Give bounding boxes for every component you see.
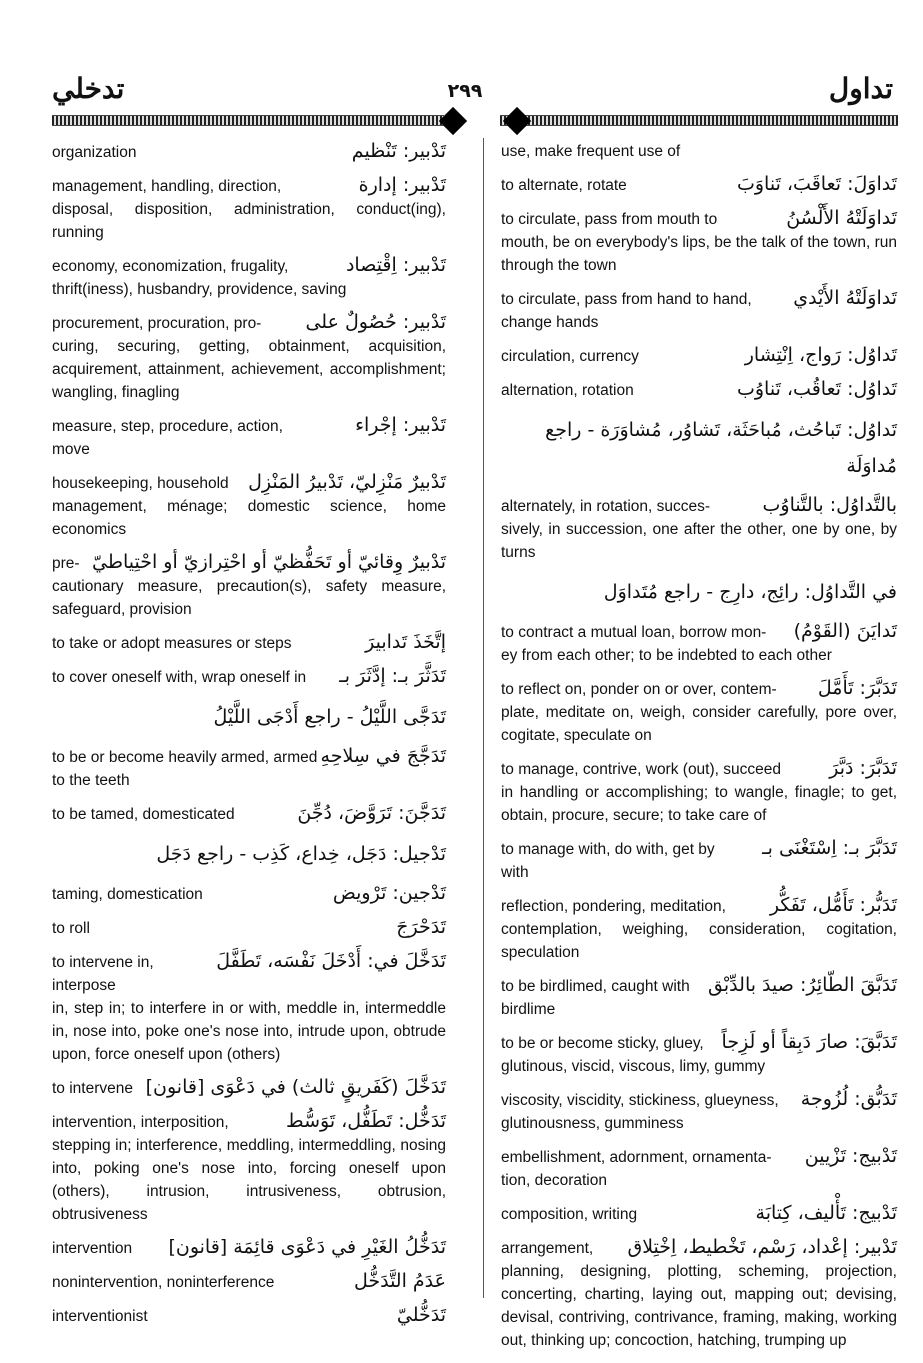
dictionary-entry	[52, 471, 446, 541]
english-definition-continued: contemplation, weighing, consideration, cogitation, speculation	[501, 921, 897, 961]
arabic-headword: عَدَمُ التَّدَخُّل	[353, 1270, 446, 1292]
english-definition: arrangement,	[501, 1240, 594, 1257]
arabic-headword: تَداوُل: تَعاقُب، تَناوُب	[737, 378, 897, 400]
dictionary-entry	[52, 950, 446, 1066]
english-definition-continued: thrift(iness), husbandry, providence, saving	[52, 281, 347, 298]
entry-first-line	[501, 344, 897, 368]
dictionary-entry	[501, 207, 897, 277]
entry-first-line	[52, 414, 446, 438]
entry-first-line	[501, 1031, 897, 1055]
entry-first-line	[501, 1145, 897, 1169]
english-definition: intervention, interposition,	[52, 1114, 229, 1131]
left-column	[52, 140, 446, 1338]
english-definition-continued: to the teeth	[52, 772, 130, 789]
arabic-headword: تَدْبير: حُصُولٌ على	[305, 311, 446, 333]
entry-first-line	[501, 173, 897, 197]
dictionary-entry	[501, 378, 897, 402]
english-definition: to cover oneself with, wrap oneself in	[52, 669, 307, 686]
dictionary-entry	[501, 1236, 897, 1352]
entry-first-line	[52, 254, 446, 278]
english-definition-continued: glutinous, viscid, viscous, limy, gummy	[501, 1058, 766, 1075]
english-definition-continued: sively, in succession, one after the other, one by one, by turns	[501, 521, 897, 561]
column-separator	[483, 138, 484, 1298]
english-definition: to circulate, pass from mouth to	[501, 211, 718, 228]
entry-first-line	[501, 620, 897, 644]
english-definition: to be birdlimed, caught with	[501, 978, 690, 995]
entry-first-line	[52, 882, 446, 906]
entry-first-line	[501, 494, 897, 518]
arabic-headword: تَدَخُّل: تَطَفُّل، تَوَسُّط	[286, 1110, 446, 1132]
english-definition-continued: stepping in; interference, meddling, intermeddling, nosing into, poking one's nose into, forcing oneself upon (others), intrusion, intrusiveness, obtrusion, obtrusiveness	[52, 1137, 446, 1223]
dictionary-entry	[52, 174, 446, 244]
english-definition-continued: with	[501, 864, 529, 881]
dictionary-entry	[52, 699, 446, 735]
entry-first-line	[52, 802, 446, 826]
english-definition: alternation, rotation	[501, 382, 634, 399]
dictionary-entry	[52, 140, 446, 164]
entry-first-line	[52, 311, 446, 335]
english-definition-continued: ey from each other; to be indebted to each other	[501, 647, 832, 664]
dictionary-entry	[52, 802, 446, 826]
english-definition: to take or adopt measures or steps	[52, 635, 292, 652]
entry-first-line	[52, 916, 446, 940]
entry-first-line	[501, 677, 897, 701]
dictionary-entry	[52, 551, 446, 621]
dictionary-entry	[501, 677, 897, 747]
entry-first-line	[52, 1076, 446, 1100]
arabic-headword: تَدايَنَ (القَوْمُ)	[793, 620, 897, 642]
english-definition: to intervene in, interpose	[52, 954, 154, 994]
entry-first-line	[52, 551, 446, 575]
english-definition-continued: glutinousness, gumminess	[501, 1115, 684, 1132]
english-definition: to manage, contrive, work (out), succeed	[501, 761, 781, 778]
english-definition-continued: cautionary measure, precaution(s), safety measure, safeguard, provision	[52, 578, 446, 618]
english-definition: interventionist	[52, 1308, 148, 1325]
arabic-cross-reference: تَدَجَّى اللَّيْلُ - راجع أَدْجَى اللَّيْلُ	[213, 706, 446, 728]
entry-first-line	[52, 1270, 446, 1294]
dictionary-entry	[52, 631, 446, 655]
english-definition: to be or become sticky, gluey,	[501, 1035, 704, 1052]
arabic-headword: تَدْبيرٌ وِقائيّ أو تَحَفُّظيّ أو احْتِرازيّ أو احْتِياطيّ	[92, 551, 446, 573]
arabic-headword: تَدْبيرٌ مَنْزِليّ، تَدْبيرُ المَنْزِل	[248, 471, 446, 493]
entry-first-line	[501, 757, 897, 781]
entry-first-line	[52, 174, 446, 198]
dictionary-entry	[501, 894, 897, 964]
arabic-headword: تَدَبُّر: تَأَمُّل، تَفَكُّر	[769, 894, 897, 916]
diamond-ornament	[439, 107, 467, 135]
entry-first-line	[52, 1304, 446, 1328]
arabic-headword: تَدْبير: إدارة	[358, 174, 446, 196]
english-definition-continued: in handling or accomplishing; to wangle, finagle; to get, obtain, procure, secure; to take care of	[501, 784, 897, 824]
arabic-headword: تَدَجَّنَ: تَرَوَّضَ، دُجِّنَ	[297, 802, 446, 824]
english-definition-continued: move	[52, 441, 90, 458]
english-definition-continued: tion, decoration	[501, 1172, 607, 1189]
entry-first-line	[52, 950, 446, 997]
dictionary-entry	[501, 494, 897, 564]
entry-first-line	[52, 631, 446, 655]
english-definition: management, handling, direction,	[52, 178, 282, 195]
english-definition: measure, step, procedure, action,	[52, 418, 283, 435]
dictionary-entry	[52, 311, 446, 404]
english-definition: to reflect on, ponder on or over, contem-	[501, 681, 777, 698]
dictionary-entry	[501, 412, 897, 484]
entry-first-line	[501, 1236, 897, 1260]
entry-first-line	[501, 1088, 897, 1112]
arabic-headword: تَدَبَّرَ: دَبَّرَ	[829, 757, 897, 779]
dictionary-entry	[52, 665, 446, 689]
dictionary-entry	[52, 916, 446, 940]
right-column	[501, 140, 897, 1362]
english-definition-continued: in, step in; to interfere in or with, meddle in, intermeddle in, nose into, poke one's nose into, intrude upon, obtrude upon, force oneself upon (others)	[52, 1000, 446, 1063]
arabic-headword: تَدْبير: إعْداد، رَسْم، تَخْطيط، اِخْتِلاق	[627, 1236, 897, 1258]
arabic-cross-reference: تَدْجيل: دَجَل، خِداع، كَذِب - راجع دَجَل	[156, 843, 446, 865]
arabic-headword: تَداوَلَتْهُ الأَلْسُنُ	[786, 207, 897, 229]
arabic-headword: تَدَبَّرَ بـ: اِسْتَغْنَى بـ	[762, 837, 897, 859]
english-definition: to alternate, rotate	[501, 177, 627, 194]
arabic-headword: تَدْبير: تَنْظيم	[351, 140, 446, 162]
entry-first-line	[501, 378, 897, 402]
arabic-headword: تَدَخَّلَ في: أَدْخَلَ نَفْسَه، تَطَفَّلَ	[216, 950, 446, 972]
english-definition: composition, writing	[501, 1206, 638, 1223]
arabic-headword: تَدَخَّلَ (كَفَريقٍ ثالث) في دَعْوَى [قانون]	[145, 1076, 446, 1098]
english-definition-continued: mouth, be on everybody's lips, be the talk of the town, run through the town	[501, 234, 897, 274]
english-definition: to manage with, do with, get by	[501, 841, 715, 858]
dictionary-entry	[52, 254, 446, 301]
english-definition: housekeeping, household	[52, 475, 229, 492]
dictionary-entry	[501, 1145, 897, 1192]
english-definition: reflection, pondering, meditation,	[501, 898, 726, 915]
english-definition-continued: birdlime	[501, 1001, 556, 1018]
english-definition: taming, domestication	[52, 886, 203, 903]
entry-first-line	[501, 837, 897, 861]
dictionary-entry	[52, 414, 446, 461]
arabic-headword: تَداوُل: رَواج، اِنْتِشار	[744, 344, 897, 366]
english-definition: nonintervention, noninterference	[52, 1274, 275, 1291]
arabic-headword: تَداوَلَ: تَعاقَبَ، تَناوَبَ	[737, 173, 897, 195]
english-definition: to contract a mutual loan, borrow mon-	[501, 624, 767, 641]
arabic-headword: تَدْبيج: تَزْيين	[804, 1145, 897, 1167]
dictionary-entry	[52, 836, 446, 872]
dictionary-entry	[52, 1270, 446, 1294]
english-definition-continued: disposal, disposition, administration, conduct(ing), running	[52, 201, 446, 241]
english-definition: pre-	[52, 555, 80, 572]
entry-first-line	[52, 1236, 446, 1260]
entry-first-line	[501, 894, 897, 918]
arabic-headword: تَدَحْرَجَ	[396, 916, 446, 938]
page-number: ٢٩٩	[447, 80, 483, 102]
english-definition-continued: plate, meditate on, weigh, consider carefully, pore over, cogitate, speculate on	[501, 704, 897, 744]
dictionary-entry	[501, 574, 897, 610]
dictionary-entry	[52, 745, 446, 792]
english-definition: use, make frequent use of	[501, 143, 681, 160]
header-rule-right	[500, 115, 898, 126]
arabic-headword: تَدْبير: إجْراء	[355, 414, 446, 436]
dictionary-entry	[52, 1304, 446, 1328]
arabic-headword: بالتَّداوُل: بالتَّناوُب	[762, 494, 897, 516]
arabic-headword: تَدَجَّجَ في سِلاحِهِ	[320, 745, 446, 767]
arabic-headword: تَدَثَّرَ بـ: إدَّثَرَ بـ	[339, 665, 446, 687]
entry-first-line	[501, 287, 897, 311]
entry-first-line	[52, 665, 446, 689]
dictionary-entry	[501, 1202, 897, 1226]
arabic-headword: تَدْبيج: تَأْليف، كِتابَة	[755, 1202, 897, 1224]
arabic-cross-reference: في التَّداوُل: رائِج، دارِج - راجع مُتَداوَل	[603, 581, 897, 603]
dictionary-entry	[501, 287, 897, 334]
entry-first-line	[52, 1110, 446, 1134]
english-definition: to circulate, pass from hand to hand,	[501, 291, 752, 308]
dictionary-entry	[501, 1031, 897, 1078]
english-definition-continued: curing, securing, getting, obtainment, acquisition, acquirement, attainment, achievement, accomplishment; wangling, finagling	[52, 338, 446, 401]
dictionary-entry	[501, 140, 897, 163]
header-rule-left	[52, 115, 444, 126]
arabic-headword: تَداوَلَتْهُ الأَيْدي	[793, 287, 897, 309]
dictionary-entry	[501, 173, 897, 197]
dictionary-entry	[52, 882, 446, 906]
entry-first-line	[501, 207, 897, 231]
dictionary-entry	[52, 1076, 446, 1100]
entry-first-line	[52, 471, 446, 495]
english-definition: procurement, procuration, pro-	[52, 315, 262, 332]
english-definition: viscosity, viscidity, stickiness, glueyness,	[501, 1092, 779, 1109]
dictionary-entry	[501, 837, 897, 884]
english-definition: economy, economization, frugality,	[52, 258, 289, 275]
english-definition: to be or become heavily armed, armed	[52, 749, 318, 766]
arabic-cross-reference: تَداوُل: تَباحُث، مُباحَثَة، تَشاوُر، مُشاوَرَة - راجع مُداوَلَة	[545, 419, 897, 477]
arabic-headword: إتَّخَذَ تَدابيرَ	[365, 631, 446, 653]
dictionary-entry	[501, 757, 897, 827]
arabic-headword: تَدَخُّلُ الغَيْرِ في دَعْوَى قائِمَة [قانون]	[168, 1236, 446, 1258]
arabic-headword: تَدَبَّقَ الطّائِرُ: صيدَ بالدِّبْق	[708, 974, 897, 996]
english-definition: intervention	[52, 1240, 133, 1257]
arabic-headword: تَدْجين: تَرْويض	[332, 882, 446, 904]
dictionary-entry	[501, 344, 897, 368]
english-definition: organization	[52, 144, 137, 161]
english-definition: alternately, in rotation, succes-	[501, 498, 711, 515]
dictionary-entry	[501, 620, 897, 667]
english-definition: embellishment, adornment, ornamenta-	[501, 1149, 772, 1166]
entry-first-line	[52, 745, 446, 769]
english-definition: to roll	[52, 920, 90, 937]
english-definition-continued: change hands	[501, 314, 599, 331]
entry-first-line	[501, 974, 897, 998]
english-definition-continued: management, ménage; domestic science, home economics	[52, 498, 446, 538]
arabic-headword: تَدَبَّرَ: تَأَمَّلَ	[817, 677, 897, 699]
guide-word-left: تدخلي	[52, 72, 125, 105]
dictionary-entry	[501, 974, 897, 1021]
entry-first-line	[501, 1202, 897, 1226]
arabic-headword: تَدَبَّقَ: صارَ دَبِقاً أو لَزِجاً	[721, 1031, 897, 1053]
arabic-headword: تَدَخُّليّ	[396, 1304, 446, 1326]
guide-word-right: تداول	[828, 72, 893, 105]
dictionary-entry	[52, 1110, 446, 1226]
english-definition: to be tamed, domesticated	[52, 806, 235, 823]
arabic-headword: تَدْبير: اِقْتِصاد	[345, 254, 446, 276]
english-definition: circulation, currency	[501, 348, 639, 365]
entry-first-line	[52, 140, 446, 164]
dictionary-entry	[501, 1088, 897, 1135]
english-definition-continued: planning, designing, plotting, scheming, projection, concerting, charting, laying out, mapping out; devising, devisal, contriving, contrivance, framing, making, working out, thinking up; concoction, hatching, trumping up	[501, 1263, 897, 1349]
arabic-headword: تَدَبُّق: لُزُوجة	[800, 1088, 897, 1110]
diamond-ornament	[503, 107, 531, 135]
entry-first-line	[501, 140, 897, 163]
dictionary-entry	[52, 1236, 446, 1260]
english-definition: to intervene	[52, 1080, 133, 1097]
